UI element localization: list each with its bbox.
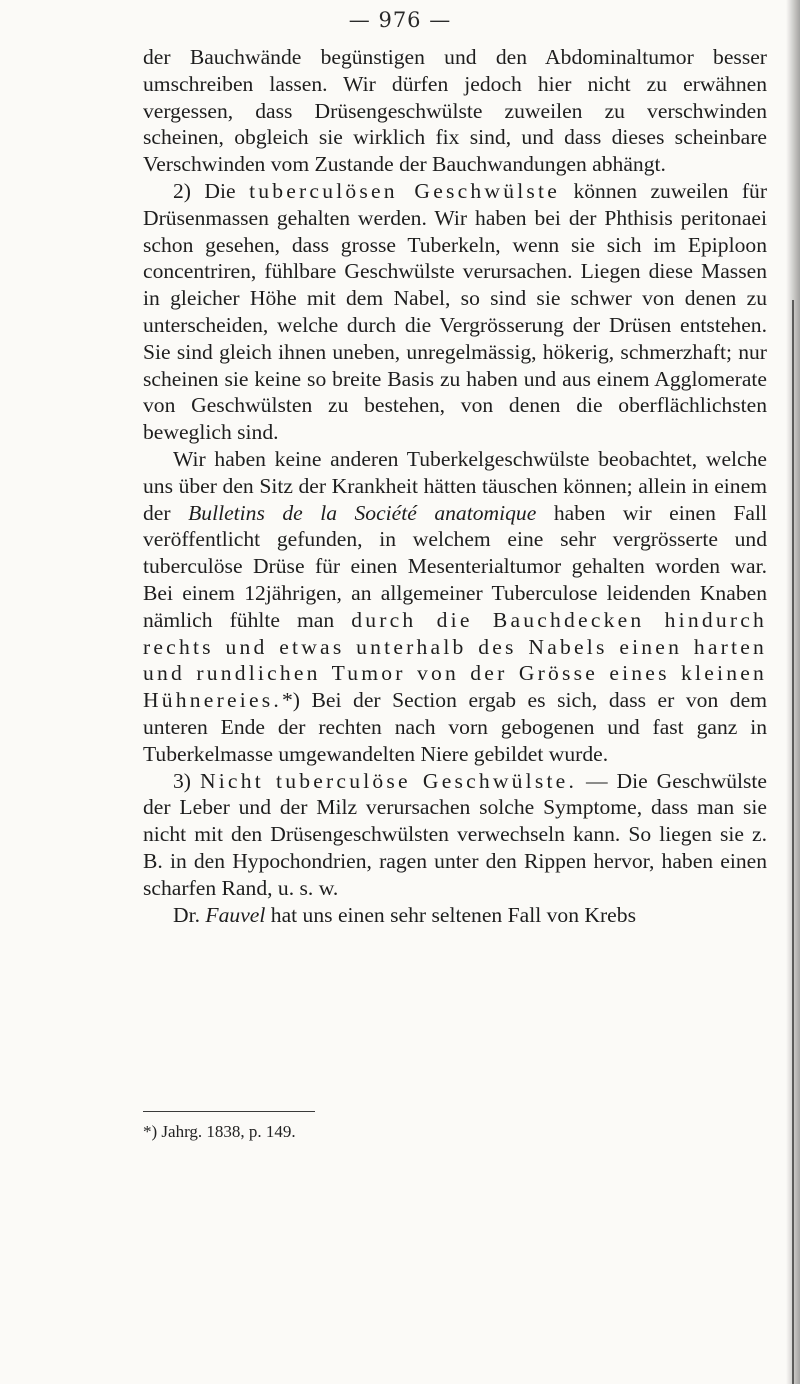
footnote-marker: *) (281, 688, 300, 713)
paragraph-5-text-b: hat uns einen sehr seltenen Fall von Krebs (270, 902, 636, 927)
binding-edge (792, 300, 794, 1384)
paragraph-5 (143, 902, 767, 929)
paragraph-1 (143, 44, 767, 178)
paragraph-4-text: — Die Geschwülste der Leber und der Milz verursachen solche Symptome, dass man sie nicht mit den Drüsengeschwülsten verwechseln kann. So liegen sie z. B. in den Hypochondrien, ragen unter den Rippen hervor, haben einen scharfen Rand, u. s. w. (143, 768, 767, 900)
paragraph-3-emphasis: durch die Bauchdecken hindurch rechts und etwas unterhalb des Nabels einen harten und rundlichen Tumor von der Grösse eines kleinen Hühnereies. (143, 607, 767, 713)
paragraph-2-text: können zuweilen für Drüsenmassen gehalten werden. Wir haben bei der Phthisis peritonaei schon gesehen, dass grosse Tuberkeln, wenn sie sich im Epiploon concentriren, fühlbare Geschwülste verursachen. Liegen diese Massen in gleicher Höhe mit dem Nabel, so sind sie schwer von denen zu unterscheiden, welche durch die Vergrösserung der Drüsen entstehen. Sie sind gleich ihnen uneben, unregelmässig, hökerig, schmerzhaft; nur scheinen sie keine so breite Basis zu haben und aus einem Agglomerate von Geschwülsten zu bestehen, von denen die oberflächlichsten beweglich sind. (143, 178, 768, 445)
paragraph-3-text-a: Wir haben keine anderen Tuberkelgeschwülste beobachtet, welche uns über den Sitz der Krankheit hätten täuschen können; allein in einem der (143, 446, 767, 525)
paragraph-4-heading: Nicht tuberculöse Geschwülste. (199, 768, 578, 793)
paragraph-4-lead: 3) (173, 768, 191, 793)
paragraph-4 (143, 768, 767, 902)
paragraph-3-text-c: Bei der Section ergab es sich, dass er von dem unteren Ende der rechten nach vorn gebogenen und fast ganz in Tuberkelmasse umgewandelten Niere gebildet wurde. (143, 688, 767, 766)
paragraph-3-citation: Bulletins de la Société anatomique (188, 500, 537, 525)
footnote-divider (143, 1111, 315, 1112)
paragraph-2-heading: tuberculösen Geschwülste (249, 178, 560, 203)
paragraph-5-text-a: Dr. (173, 902, 200, 927)
paragraph-3-text-b: haben wir einen Fall veröffentlicht gefunden, in welchem eine sehr vergrösserte und tuberculöse Drüse für einen Mesenterialtumor gehalten worden war. Bei einem 12jährigen, an allgemeiner Tuberculose leidenden Knaben nämlich fühlte man (143, 500, 767, 632)
paragraph-2-lead: 2) Die (173, 178, 236, 203)
body-text (143, 44, 767, 928)
paragraph-5-author: Fauvel (205, 902, 266, 927)
paragraph-3 (143, 446, 767, 768)
page-number: — 976 — (348, 8, 452, 32)
paragraph-1-text: der Bauchwände begünstigen und den Abdominaltumor besser umschreiben lassen. Wir dürfen jedoch hier nicht zu erwähnen vergessen, dass Drüsengeschwülste zuweilen zu verschwinden scheinen, obgleich sie wirklich fix sind, und dass dieses scheinbare Verschwinden vom Zustande der Bauchwandungen abhängt. (143, 45, 767, 177)
footnote: *) Jahrg. 1838, p. 149. (143, 1122, 296, 1141)
paragraph-2 (143, 178, 767, 446)
